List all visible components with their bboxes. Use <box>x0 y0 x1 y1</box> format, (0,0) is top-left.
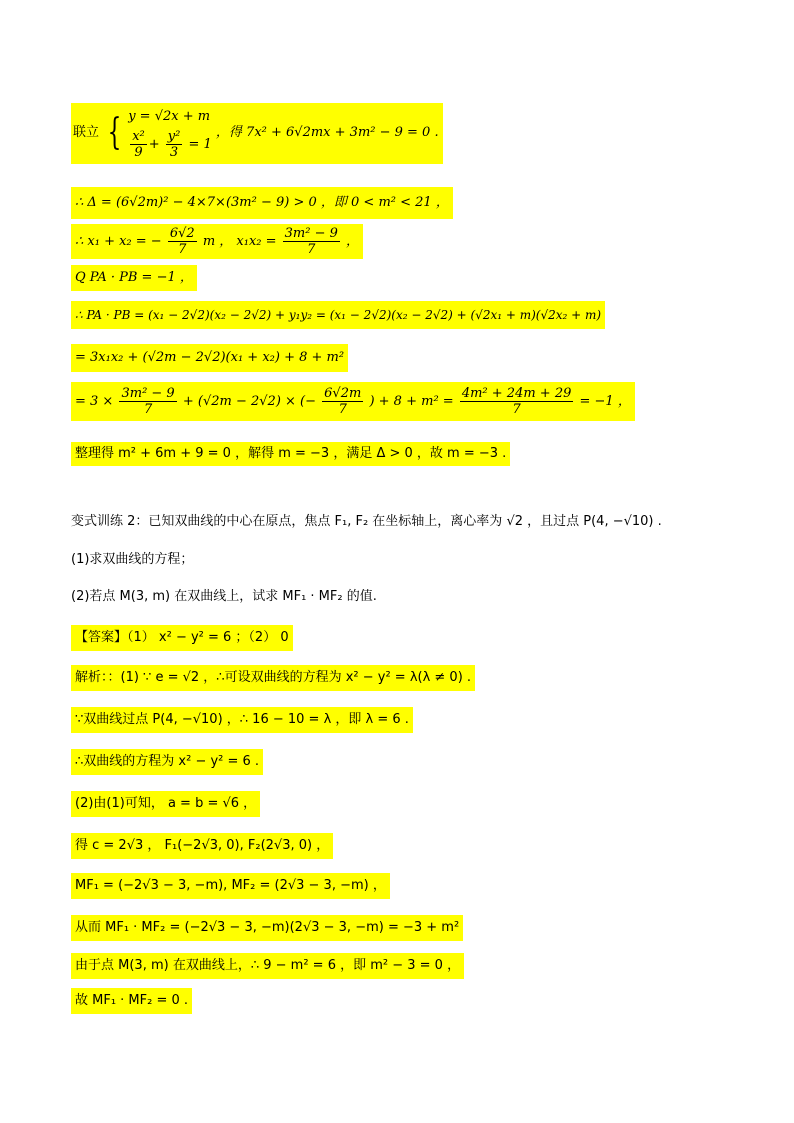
expr-part-d: = −1 ， <box>579 394 631 409</box>
answer-line-5 <box>71 833 333 859</box>
analysis-step-5: 得 c = 2√3 ， F₁(−2√3, 0), F₂(2√3, 0) ， <box>71 833 333 859</box>
solution-line-8 <box>71 442 510 466</box>
analysis-step-2: ∵双曲线过点 P(4, −√10) ，∴ 16 − 10 = λ ，即 λ = 6 . <box>71 707 413 733</box>
answer-line-6 <box>71 873 390 899</box>
expr-part-c: ) + 8 + m² = <box>369 394 454 409</box>
answer-line-1 <box>71 665 475 691</box>
frac-den: 7 <box>512 402 521 417</box>
equation-1: y = √2x + m <box>128 109 211 124</box>
sum-roots-text: ∴ x₁ + x₂ = − <box>75 234 162 249</box>
frac-den: 7 <box>178 242 187 257</box>
analysis-step-8: 由于点 M(3, m) 在双曲线上，∴ 9 − m² = 6 ，即 m² − 3 = 0 ， <box>71 953 464 979</box>
equation-2: $\frac{\text{x²}}{9}$ + $\frac{\text{y²}}{3}$ = 1 <box>132 129 212 160</box>
answer-line-2 <box>71 707 413 733</box>
dot-product-simplify: = 3x₁x₂ + (√2m − 2√2)(x₁ + x₂) + 8 + m² <box>71 344 348 372</box>
analysis-step-4: (2)由(1)可知， a = b = √6 ， <box>71 791 260 817</box>
text-lianli: 联立 <box>73 125 100 140</box>
expr-part-b: + (√2m − 2√2) × (− <box>182 394 317 409</box>
answer-line-7 <box>71 915 463 941</box>
frac-num: 3m² − 9 <box>121 386 175 401</box>
frac-den: 7 <box>143 402 153 417</box>
frac-num: 6√2 <box>169 226 195 241</box>
exercise-title <box>71 510 662 534</box>
frac-num: 4m² + 24m + 29 <box>461 386 572 401</box>
answer-line-9 <box>71 988 192 1014</box>
frac-num: y² <box>167 129 181 144</box>
solution-line-7 <box>71 382 635 421</box>
analysis-step-1: 解析：：(1) ∵ e = √2 ，∴可设双曲线的方程为 x² − y² = λ(λ ≠ 0) . <box>71 665 475 691</box>
analysis-step-9: 故 MF₁ · MF₂ = 0 . <box>71 988 192 1014</box>
frac-den: 3 <box>169 145 179 160</box>
frac-num: 6√2m <box>324 386 362 401</box>
answer-line-0 <box>71 625 293 651</box>
analysis-step-3: ∴双曲线的方程为 x² − y² = 6 . <box>71 749 263 775</box>
dot-product-expand: ∴ PA · PB = (x₁ − 2√2)(x₂ − 2√2) + y₁y₂ = (x₁ − 2√2)(x₂ − 2√2) + (√2x₁ + m)(√2x₂ + m) <box>71 301 605 329</box>
product-roots-text: m ， x₁x₂ = <box>202 234 277 249</box>
result-text: ，得 7x² + 6√2mx + 3m² − 9 = 0 . <box>215 125 439 140</box>
question-1: (1)求双曲线的方程； <box>71 552 194 567</box>
solution-line-2 <box>71 187 453 219</box>
frac-num: 3m² − 9 <box>284 226 338 241</box>
answer-summary: 【答案】（1） x² − y² = 6 ；（2） 0 <box>71 625 293 651</box>
conclusion-m: 整理得 m² + 6m + 9 = 0 ，解得 m = −3 ，满足 Δ > 0 ，故 m = −3 . <box>71 442 510 466</box>
solution-line-3 <box>71 224 363 259</box>
solution-line-5 <box>71 301 605 329</box>
brace-symbol: { <box>107 111 122 153</box>
solution-line-1 <box>71 103 443 164</box>
equals-one: = 1 <box>188 137 212 152</box>
frac-num: x² <box>132 129 145 144</box>
answer-line-8 <box>71 953 464 979</box>
exercise-q1 <box>71 548 193 572</box>
frac-den: 7 <box>307 242 316 257</box>
dot-product-given: Q PA · PB = −1 ， <box>71 265 197 291</box>
analysis-step-6: MF₁ = (−2√3 − 3, −m), MF₂ = (2√3 − 3, −m) ， <box>71 873 390 899</box>
punct: ， <box>346 234 360 249</box>
answer-line-4 <box>71 791 260 817</box>
expr-part-a: = 3 × <box>75 394 114 409</box>
question-2: (2)若点 M(3, m) 在双曲线上，试求 MF₁ · MF₂ 的值. <box>71 589 377 604</box>
frac-den: 9 <box>134 145 143 160</box>
answer-line-3 <box>71 749 263 775</box>
analysis-step-7: 从而 MF₁ · MF₂ = (−2√3 − 3, −m)(2√3 − 3, −m) = −3 + m² <box>71 915 463 941</box>
exercise-q2 <box>71 585 377 609</box>
equation-system <box>128 105 212 160</box>
solution-line-6 <box>71 344 348 372</box>
delta-condition: ∴ Δ = (6√2m)² − 4×7×(3m² − 9) > 0 ，即 0 < m² < 21 ， <box>71 187 453 219</box>
frac-den: 7 <box>338 402 347 417</box>
exercise-statement: 变式训练 2：已知双曲线的中心在原点，焦点 F₁, F₂ 在坐标轴上，离心率为 √2 ，且过点 P(4, −√10) . <box>71 514 662 529</box>
solution-line-4 <box>71 265 197 291</box>
